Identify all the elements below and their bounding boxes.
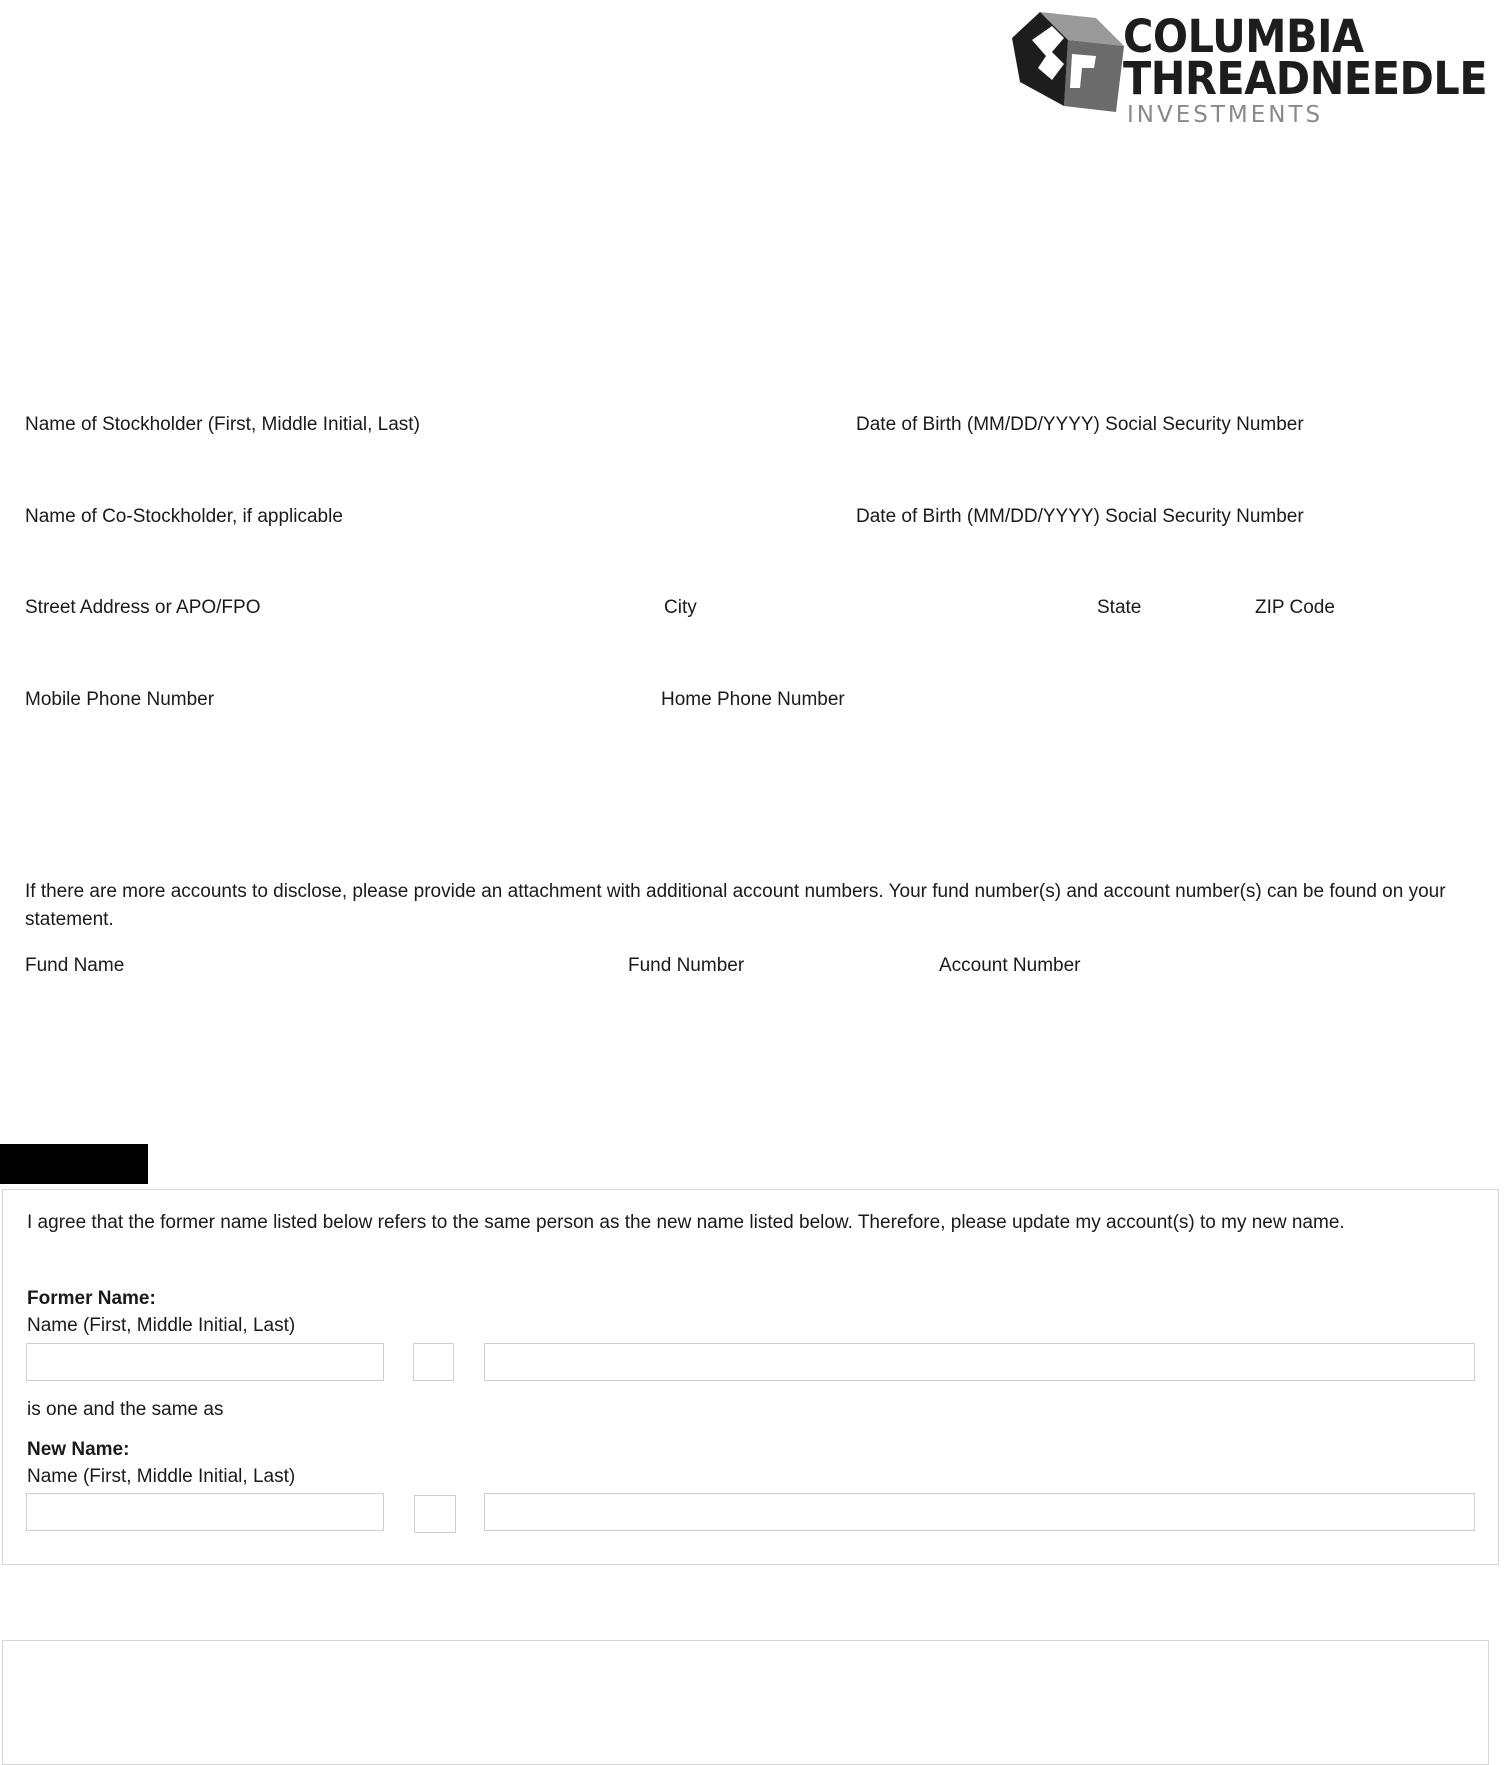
- company-logo-text: [1123, 10, 1504, 128]
- fund-name-label: Fund Name: [25, 955, 125, 976]
- co-stockholder-dob-ssn-label: Date of Birth (MM/DD/YYYY) Social Security Number: [856, 506, 1304, 527]
- co-stockholder-name-label: Name of Co-Stockholder, if applicable: [25, 506, 343, 527]
- name-change-agreement: I agree that the former name listed below refers to the same person as the new name listed below. Therefore, please update my account(s) to my new name.: [27, 1212, 1345, 1233]
- new-last-name-field[interactable]: [484, 1493, 1475, 1531]
- home-phone-label: Home Phone Number: [661, 689, 845, 710]
- former-name-sublabel: Name (First, Middle Initial, Last): [27, 1315, 296, 1336]
- street-address-label: Street Address or APO/FPO: [25, 597, 261, 618]
- logo-line-columbia: COLUMBIA: [1123, 10, 1364, 63]
- former-name-heading: Former Name:: [27, 1288, 156, 1309]
- section-header-tab: [0, 1144, 148, 1184]
- new-name-sublabel: Name (First, Middle Initial, Last): [27, 1466, 296, 1487]
- logo-line-investments: INVESTMENTS: [1127, 102, 1324, 128]
- city-label: City: [664, 597, 697, 618]
- stockholder-dob-ssn-label: Date of Birth (MM/DD/YYYY) Social Security Number: [856, 414, 1304, 435]
- mobile-phone-label: Mobile Phone Number: [25, 689, 215, 710]
- former-middle-initial-field[interactable]: [413, 1343, 454, 1381]
- new-name-heading: New Name:: [27, 1439, 130, 1460]
- logo-line-threadneedle: THREADNEEDLE: [1123, 52, 1488, 105]
- cube-arrow-logo-icon: [1012, 10, 1127, 115]
- accounts-instructions: If there are more accounts to disclose, please provide an attachment with additional account numbers. Your fund number(s) and account number(s) can be found on your statement.: [25, 881, 1446, 930]
- state-label: State: [1097, 597, 1142, 618]
- new-middle-initial-field[interactable]: [414, 1495, 456, 1533]
- account-number-label: Account Number: [939, 955, 1081, 976]
- signature-section-box: [2, 1640, 1489, 1765]
- new-first-name-field[interactable]: [26, 1493, 384, 1531]
- one-and-same-text: is one and the same as: [27, 1399, 224, 1420]
- stockholder-name-label: Name of Stockholder (First, Middle Initial, Last): [25, 414, 420, 435]
- former-first-name-field[interactable]: [26, 1343, 384, 1381]
- company-logo-mark: [1012, 10, 1127, 115]
- former-last-name-field[interactable]: [484, 1343, 1475, 1381]
- fund-number-label: Fund Number: [628, 955, 745, 976]
- zip-code-label: ZIP Code: [1255, 597, 1335, 618]
